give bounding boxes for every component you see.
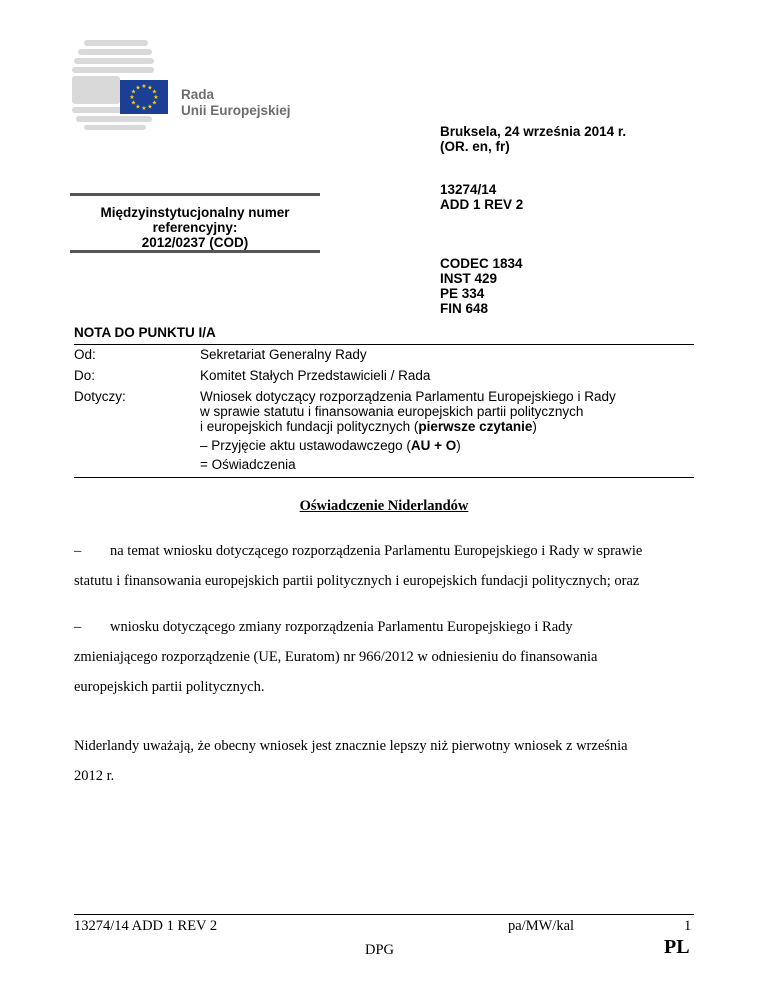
org-line2: Unii Europejskiej xyxy=(181,103,291,118)
footer-page-number: 1 xyxy=(684,918,692,934)
list-item-1 xyxy=(74,536,699,596)
code-4: FIN 648 xyxy=(440,301,489,316)
adoption-code: AU + O xyxy=(410,438,457,453)
note-title: NOTA DO PUNKTU I/A xyxy=(74,325,216,340)
dash-1: – xyxy=(74,543,82,559)
item1-line1: na temat wniosku dotyczącego rozporządzenia Parlamentu Europejskiego i Rady w sprawie xyxy=(110,543,643,559)
svg-text:★: ★ xyxy=(147,103,153,111)
subject-line3-end: ) xyxy=(532,419,537,434)
organisation-name xyxy=(181,87,291,119)
reference-line1: Międzyinstytucjonalny numer xyxy=(100,205,290,220)
place-date: Bruksela, 24 września 2014 r. xyxy=(440,124,627,139)
reference-line3: 2012/0237 (COD) xyxy=(141,235,249,250)
item2-line1: wniosku dotyczącego zmiany rozporządzenia Parlamentu Europejskiego i Rady xyxy=(110,619,573,635)
footer-rule xyxy=(74,914,694,915)
footer-doc-ref: 13274/14 ADD 1 REV 2 xyxy=(74,918,218,934)
from-value: Sekretariat Generalny Rady xyxy=(200,347,367,362)
reading-stage: pierwsze czytanie xyxy=(418,419,533,434)
original-language: (OR. en, fr) xyxy=(440,139,510,154)
svg-text:★: ★ xyxy=(130,88,137,96)
reference-line2: referencyjny: xyxy=(152,220,238,235)
interinstitutional-reference-box xyxy=(70,193,320,253)
statement-heading: Oświadczenie Niderlandów xyxy=(299,498,469,514)
statement-paragraph xyxy=(74,731,699,791)
item1-line2: statutu i finansowania europejskich partii politycznych i europejskich fundacji politycznych; oraz xyxy=(74,573,640,589)
subject-label: Dotyczy: xyxy=(74,389,126,404)
note-top-rule xyxy=(74,344,694,345)
org-line1: Rada xyxy=(181,87,215,102)
subject-line3-start: i europejskich fundacji politycznych ( xyxy=(200,419,419,434)
svg-text:★: ★ xyxy=(129,94,135,101)
subject-line3 xyxy=(200,419,616,434)
document-suffix: ADD 1 REV 2 xyxy=(440,197,524,212)
item2-line3: europejskich partii politycznych. xyxy=(74,679,265,695)
document-number-block xyxy=(440,182,523,212)
note-bottom-rule xyxy=(74,477,694,478)
footer-initials: pa/MW/kal xyxy=(508,918,575,934)
document-number: 13274/14 xyxy=(440,182,497,197)
svg-text:★: ★ xyxy=(151,99,158,107)
svg-text:★: ★ xyxy=(153,94,159,101)
from-label: Od: xyxy=(74,347,96,362)
dash-2: – xyxy=(74,619,82,635)
code-2: INST 429 xyxy=(440,271,498,286)
subject-line4 xyxy=(200,438,616,453)
item2-line2: zmieniającego rozporządzenie (UE, Euratom) nr 966/2012 w odniesieniu do finansowania xyxy=(74,649,598,665)
svg-text:★: ★ xyxy=(141,83,147,90)
council-logo xyxy=(66,36,184,132)
place-date-block xyxy=(440,124,626,154)
to-value: Komitet Stałych Przedstawicieli / Rada xyxy=(200,368,431,383)
para-line2: 2012 r. xyxy=(74,768,115,784)
subject-line1: Wniosek dotyczący rozporządzenia Parlamentu Europejskiego i Rady xyxy=(200,389,616,404)
list-item-2 xyxy=(74,612,699,702)
subject-line4-start: – Przyjęcie aktu ustawodawczego ( xyxy=(200,438,411,453)
footer-language-code: PL xyxy=(664,936,690,958)
svg-text:★: ★ xyxy=(130,99,137,107)
svg-text:★: ★ xyxy=(147,84,153,92)
to-label: Do: xyxy=(74,368,96,383)
svg-text:★: ★ xyxy=(135,84,141,92)
code-1: CODEC 1834 xyxy=(440,256,523,271)
svg-text:★: ★ xyxy=(141,105,147,112)
footer-department: DPG xyxy=(365,942,395,958)
subject-line4-end: ) xyxy=(456,438,461,453)
code-3: PE 334 xyxy=(440,286,485,301)
svg-text:★: ★ xyxy=(151,88,158,96)
codes-block xyxy=(440,256,523,316)
subject-line5: = Oświadczenia xyxy=(200,457,296,472)
svg-text:★: ★ xyxy=(135,103,141,111)
subject-value xyxy=(200,389,616,472)
subject-line2: w sprawie statutu i finansowania europejskich partii politycznych xyxy=(200,404,584,419)
para-line1: Niderlandy uważają, że obecny wniosek jest znacznie lepszy niż pierwotny wniosek z września xyxy=(74,738,628,754)
